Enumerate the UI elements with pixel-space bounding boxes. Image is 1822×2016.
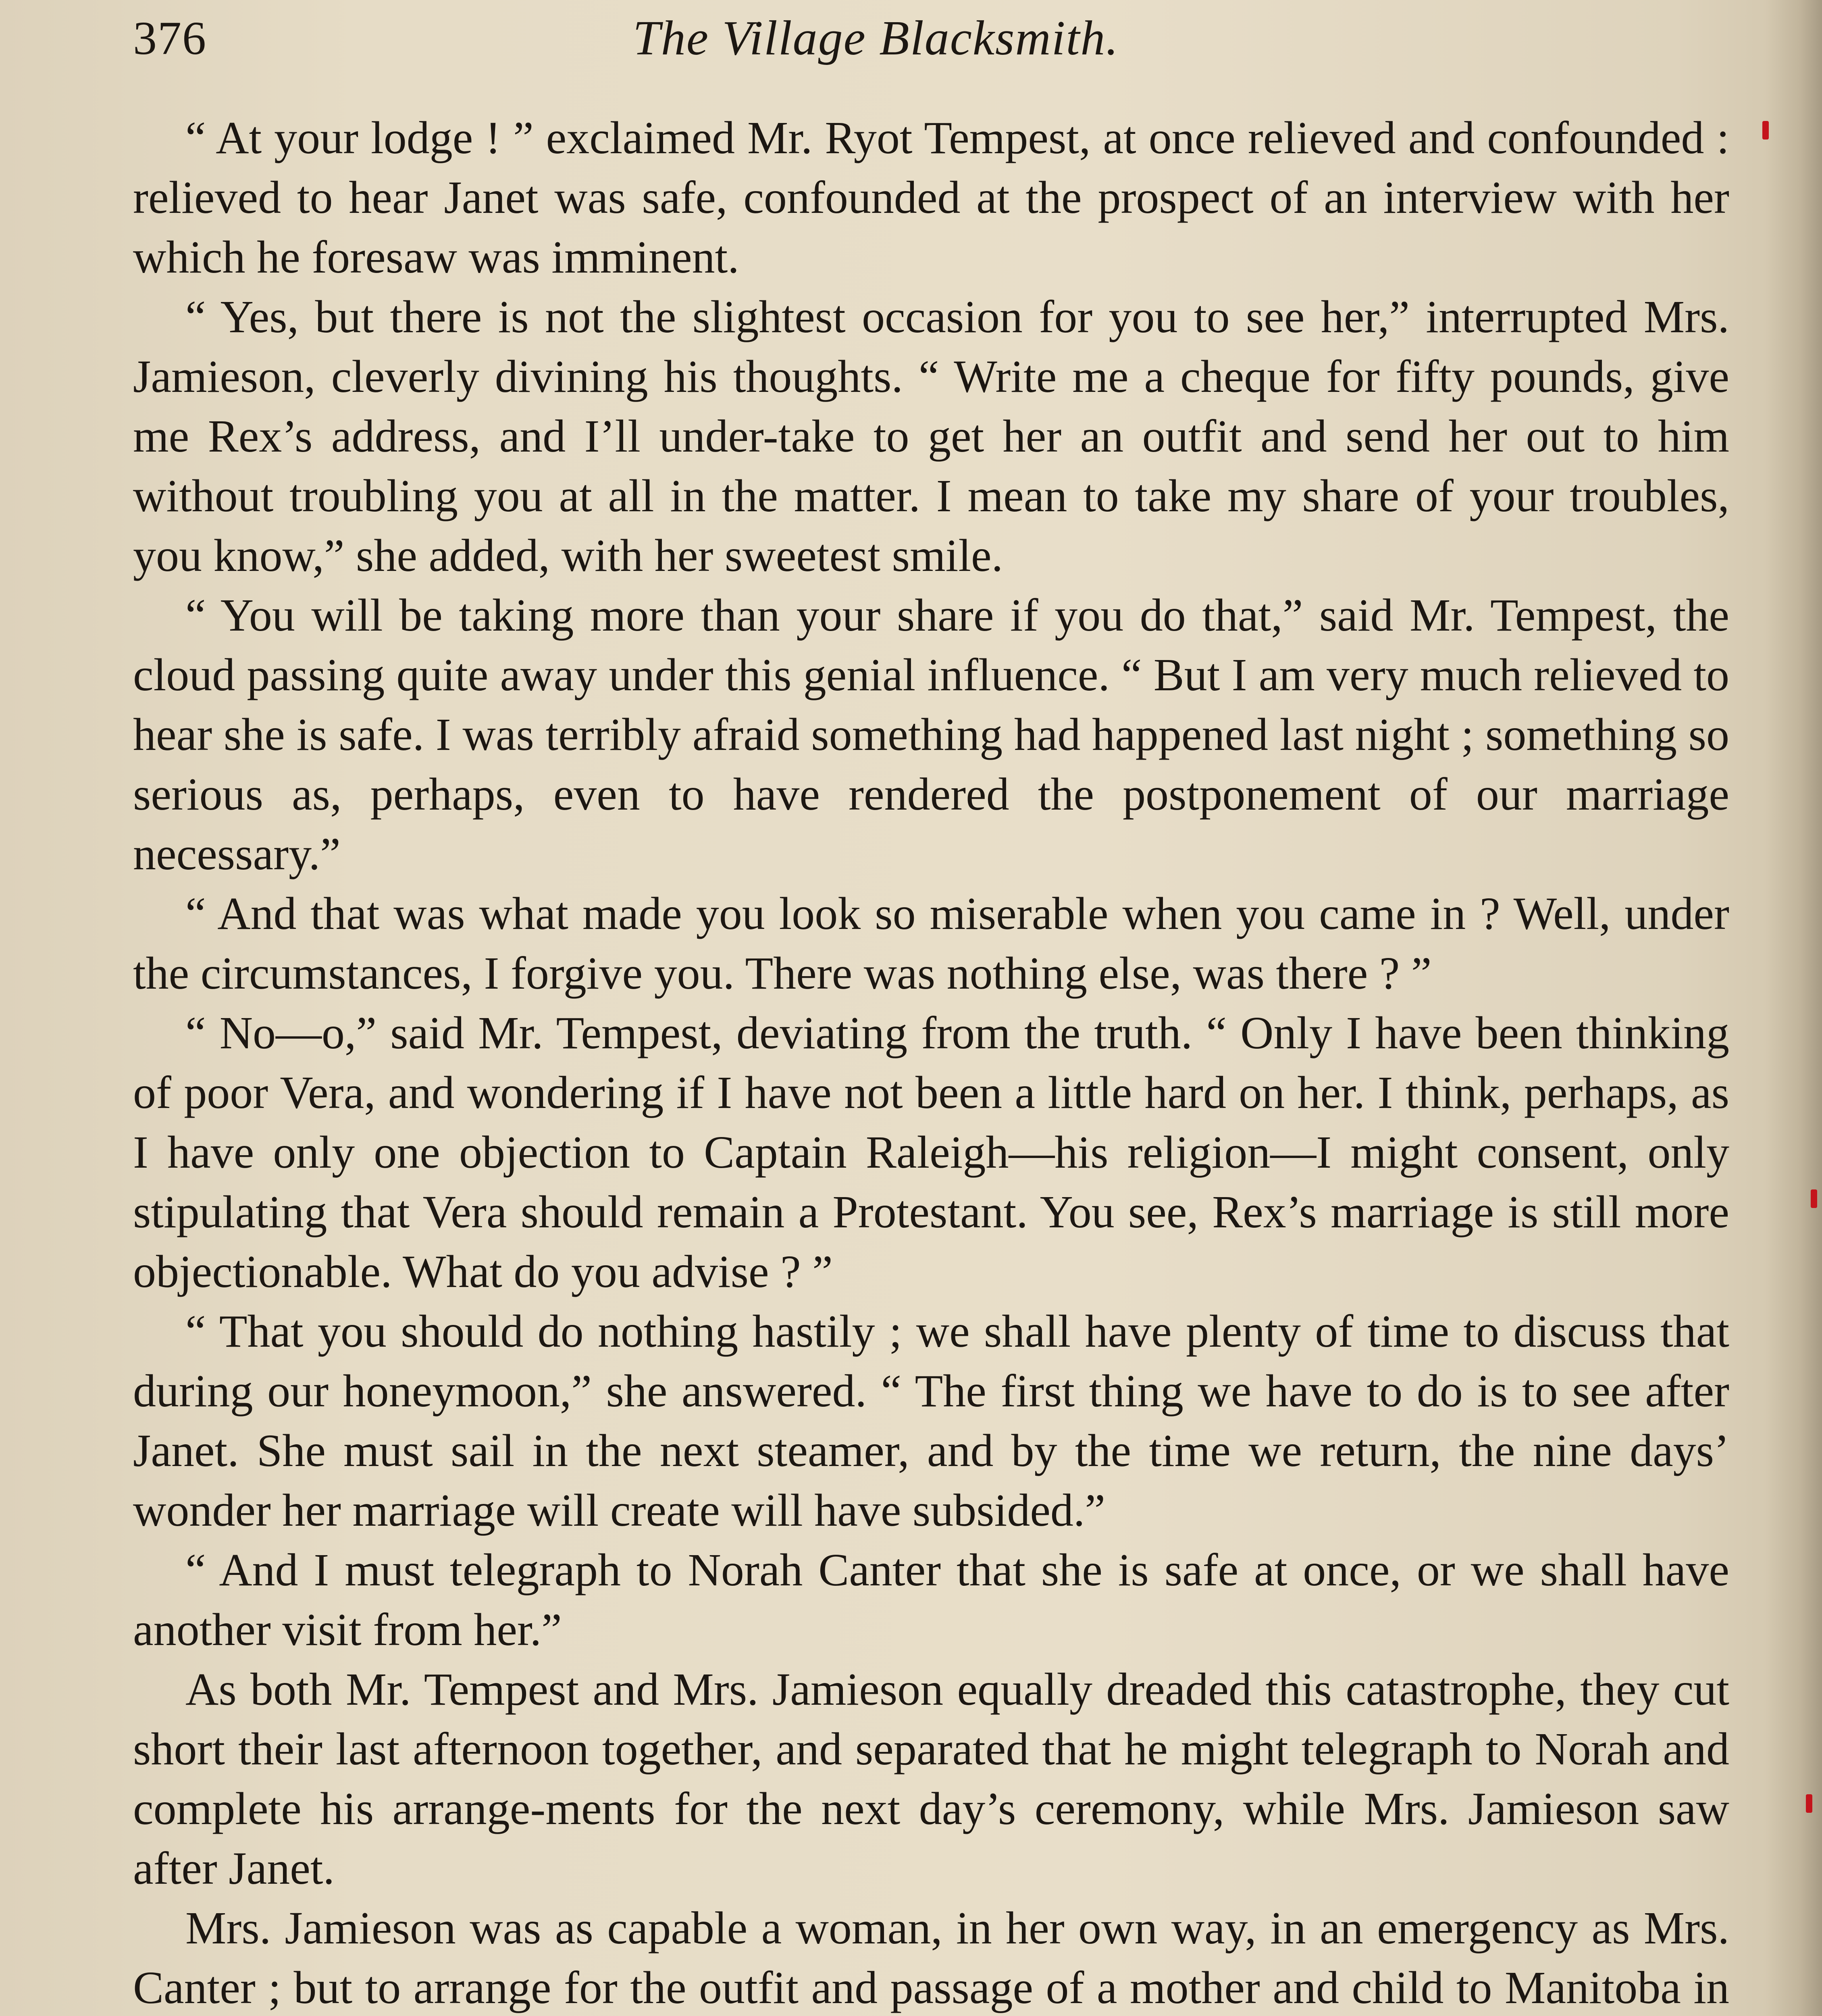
paragraph: “ No—o,” said Mr. Tempest, deviating from the truth. “ Only I have been thinking of poor Vera, and wondering if I have not been a little hard on her. I think, perhaps, as I have only one objection to Captain Raleigh—his religion—I might consent, only stipulating that Vera should remain a Protestant. You see, Rex’s marriage is still more objectionable. What do you advise ? ”: [133, 1007, 1729, 1297]
paragraph: Mrs. Jamieson was as capable a woman, in her own way, in an emergency as Mrs. Canter ; but to arrange for the outfit and passage of a mother and child to Manitoba in: [133, 1902, 1729, 2013]
page-gutter-shadow: [1766, 0, 1822, 2016]
running-head: [133, 8, 1705, 69]
paragraph: “ Yes, but there is not the slightest occasion for you to see her,” interrupted Mrs. Jamieson, cleverly divining his thoughts. “ Write me a cheque for fifty pounds, give me Rex’s address, and I’ll under-take to get her an outfit and send her out to him without troubling you at all in the matter. I mean to take my share of your troubles, you know,” she added, with her sweetest smile.: [133, 291, 1729, 581]
margin-mark: [1811, 1189, 1817, 1208]
paragraph: “ And that was what made you look so miserable when you came in ? Well, under the circumstances, I forgive you. There was nothing else, was there ? ”: [133, 888, 1729, 999]
margin-mark: [1762, 121, 1769, 140]
paragraph: As both Mr. Tempest and Mrs. Jamieson equally dreaded this catastrophe, they cut short their last afternoon together, and separated that he might telegraph to Norah and complete his arrange-ments for the next day’s ceremony, while Mrs. Jamieson saw after Janet.: [133, 1664, 1729, 1894]
page-number: 376: [133, 12, 207, 65]
paragraph: “ And I must telegraph to Norah Canter that she is safe at once, or we shall have another visit from her.”: [133, 1544, 1729, 1655]
paragraph: “ You will be taking more than your share if you do that,” said Mr. Tempest, the cloud passing quite away under this genial influence. “ But I am very much relieved to hear she is safe. I was terribly afraid something had happened last night ; something so serious as, perhaps, even to have rendered the postponement of our marriage necessary.”: [133, 589, 1729, 879]
paragraph: “ That you should do nothing hastily ; we shall have plenty of time to discuss that during our honeymoon,” she answered. “ The first thing we have to do is to see after Janet. She must sail in the next steamer, and by the time we return, the nine days’ wonder her marriage will create will have subsided.”: [133, 1306, 1729, 1536]
body-text: [133, 108, 1729, 2016]
paragraph: “ At your lodge ! ” exclaimed Mr. Ryot Tempest, at once relieved and confounded : relieved to hear Janet was safe, confounded at the prospect of an interview with her which he foresaw was imminent.: [133, 112, 1729, 283]
book-title: The Village Blacksmith.: [633, 11, 1119, 65]
margin-mark: [1806, 1794, 1812, 1813]
